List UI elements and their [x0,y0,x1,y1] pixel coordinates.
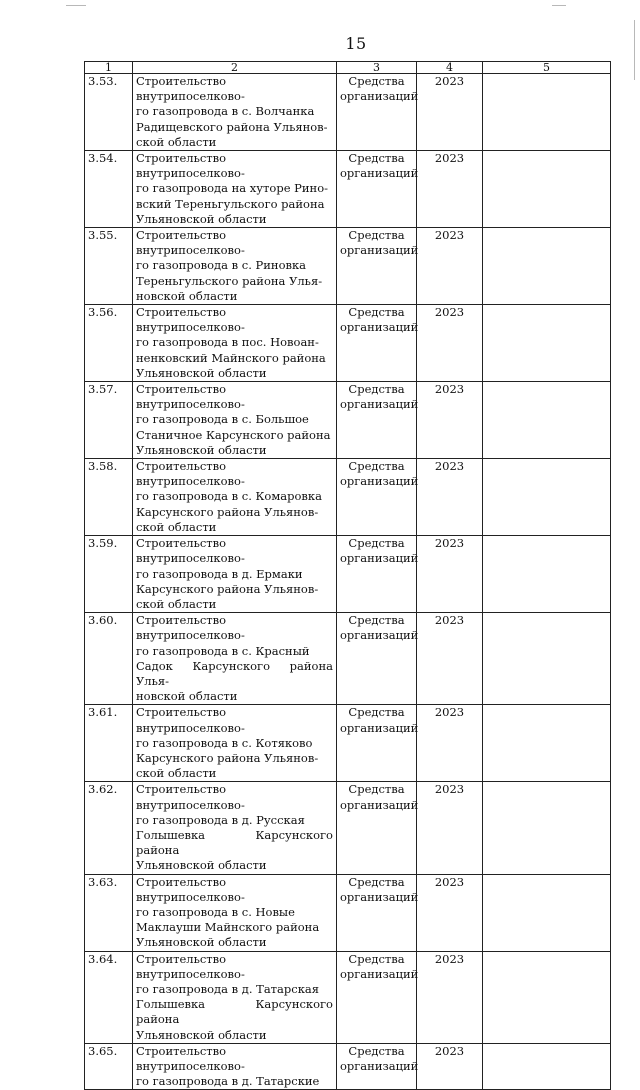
project-name-line: го газопровода в д. Ермаки [136,566,303,581]
note-cell [483,382,611,459]
project-name-line: Строительство внутрипоселково- [136,1043,245,1073]
project-name-line: Ульяновской области [136,442,267,457]
funding-source-line: организаций [340,889,419,904]
table-row [85,782,611,874]
item-number: 3.55. [85,228,133,305]
note-cell [483,305,611,382]
completion-year: 2023 [417,151,483,228]
project-name [133,705,337,782]
project-name-line: Ульяновской области [136,858,267,873]
funding-source [337,382,417,459]
project-name-line: Строительство внутрипоселково- [136,951,245,981]
project-name-line: новской области [136,288,238,303]
project-name [133,151,337,228]
item-number: 3.58. [85,459,133,536]
funding-source-line: Средства [348,951,405,966]
project-name [133,613,337,705]
project-name-line: го газопровода в с. Большое [136,412,309,427]
funding-source [337,782,417,874]
completion-year: 2023 [417,382,483,459]
funding-source-line: Средства [348,151,405,166]
funding-source-line: организаций [340,89,419,104]
funding-source [337,536,417,613]
completion-year: 2023 [417,705,483,782]
project-name [133,228,337,305]
funding-source-line: организаций [340,966,419,981]
project-name [133,459,337,536]
column-header: 2 [133,62,337,74]
funding-source-line: Средства [348,613,405,628]
funding-source-line: организаций [340,243,419,258]
note-cell [483,874,611,951]
scan-mark-top-left [66,5,86,6]
funding-source-line: Средства [348,74,405,88]
funding-source-line: организаций [340,320,419,335]
project-name [133,1043,337,1090]
completion-year: 2023 [417,951,483,1043]
note-cell [483,705,611,782]
project-name [133,74,337,151]
page-number: 15 [345,34,367,53]
funding-source-line: Средства [348,536,405,551]
project-name-line: го газопровода в д. Татарские [136,1074,320,1089]
note-cell [483,782,611,874]
note-cell [483,151,611,228]
column-header: 5 [483,62,611,74]
project-name-line: Тереньгульского района Улья- [136,273,323,288]
project-name-line: ской области [136,766,217,781]
project-name-line: го газопровода на хуторе Рино- [136,181,329,196]
note-cell [483,536,611,613]
column-header: 1 [85,62,133,74]
item-number: 3.63. [85,874,133,951]
project-name-line: го газопровода в с. Комаровка [136,489,322,504]
project-name-line: новской области [136,689,238,704]
item-number: 3.65. [85,1043,133,1090]
funding-source-line: организаций [340,797,419,812]
project-name-line: Строительство внутрипоселково- [136,459,245,489]
project-name-line: ской области [136,134,217,149]
project-name-line: Строительство внутрипоселково- [136,705,245,735]
item-number: 3.53. [85,74,133,151]
project-name [133,782,337,874]
funding-source [337,228,417,305]
item-number: 3.60. [85,613,133,705]
funding-source-line: организаций [340,551,419,566]
note-cell [483,459,611,536]
funding-source-line: организаций [340,166,419,181]
project-name-line: ненковский Майнского района [136,350,326,365]
project-name-line: го газопровода в с. Красный [136,643,310,658]
project-name-line: Ульяновской области [136,211,267,226]
item-number: 3.59. [85,536,133,613]
funding-source [337,1043,417,1090]
completion-year: 2023 [417,74,483,151]
note-cell [483,951,611,1043]
project-name [133,874,337,951]
funding-source [337,459,417,536]
table-row [85,536,611,613]
project-name-line: Строительство внутрипоселково- [136,874,245,904]
plan-table [84,61,611,1090]
project-name-line: Маклауши Майнского района [136,920,320,935]
completion-year: 2023 [417,874,483,951]
note-cell [483,613,611,705]
note-cell [483,74,611,151]
funding-source-line: Средства [348,874,405,889]
project-name-line: Ульяновской области [136,365,267,380]
note-cell [483,1043,611,1090]
funding-source-line: организаций [340,628,419,643]
item-number: 3.54. [85,151,133,228]
project-name-line: Голышевка Карсунского района [136,827,333,858]
table-row [85,1043,611,1090]
table-row [85,151,611,228]
completion-year: 2023 [417,228,483,305]
project-name-line: го газопровода в с. Риновка [136,258,307,273]
item-number: 3.61. [85,705,133,782]
table-row [85,874,611,951]
funding-source [337,151,417,228]
table-row [85,382,611,459]
item-number: 3.62. [85,782,133,874]
project-name-line: Карсунского района Ульянов- [136,581,319,596]
funding-source-line: организаций [340,720,419,735]
table-row [85,305,611,382]
note-cell [483,228,611,305]
completion-year: 2023 [417,1043,483,1090]
project-name-line: вский Тереньгульского района [136,196,325,211]
project-name-line: Карсунского района Ульянов- [136,504,319,519]
project-name-line: Карсунского района Ульянов- [136,750,319,765]
project-name [133,305,337,382]
funding-source-line: Средства [348,782,405,797]
project-name-line: Строительство внутрипоселково- [136,382,245,412]
completion-year: 2023 [417,613,483,705]
completion-year: 2023 [417,305,483,382]
completion-year: 2023 [417,782,483,874]
table-row [85,459,611,536]
project-name-line: Строительство внутрипоселково- [136,74,245,104]
item-number: 3.56. [85,305,133,382]
funding-source [337,705,417,782]
project-name-line: ской области [136,519,217,534]
project-name-line: Ульяновской области [136,935,267,950]
project-name-line: го газопровода в с. Волчанка [136,104,315,119]
funding-source [337,951,417,1043]
funding-source-line: организаций [340,1059,419,1073]
funding-source-line: Средства [348,1043,405,1058]
project-name [133,951,337,1043]
project-name [133,382,337,459]
project-name-line: Станичное Карсунского района [136,427,331,442]
funding-source-line: организаций [340,474,419,489]
project-name-line: го газопровода в с. Котяково [136,735,313,750]
project-name [133,536,337,613]
table-row [85,613,611,705]
funding-source [337,874,417,951]
project-name-line: Строительство внутрипоселково- [136,228,245,258]
project-name-line: Строительство внутрипоселково- [136,536,245,566]
project-name-line: ской области [136,596,217,611]
table-row [85,74,611,151]
item-number: 3.64. [85,951,133,1043]
funding-source-line: Средства [348,382,405,397]
scan-mark-top-right [552,5,566,6]
project-name-line: Голышевка Карсунского района [136,997,333,1027]
funding-source-line: организаций [340,397,419,412]
funding-source-line: Средства [348,305,405,320]
funding-source-line: Средства [348,705,405,720]
table-row [85,228,611,305]
table-header-row [85,62,611,74]
project-name-line: Строительство внутрипоселково- [136,305,245,335]
table-row [85,705,611,782]
project-name-line: Садок Карсунского района Улья- [136,658,333,688]
completion-year: 2023 [417,536,483,613]
funding-source-line: Средства [348,459,405,474]
funding-source [337,305,417,382]
funding-source-line: Средства [348,228,405,243]
column-header: 4 [417,62,483,74]
funding-source [337,74,417,151]
project-name-line: Строительство внутрипоселково- [136,613,245,643]
project-name-line: Строительство внутрипоселково- [136,151,245,181]
funding-source [337,613,417,705]
project-name-line: го газопровода в д. Татарская [136,981,319,996]
table-row [85,951,611,1043]
project-name-line: го газопровода в д. Русская [136,812,305,827]
column-header: 3 [337,62,417,74]
project-name-line: Радищевского района Ульянов- [136,119,328,134]
completion-year: 2023 [417,459,483,536]
project-name-line: Строительство внутрипоселково- [136,782,245,812]
item-number: 3.57. [85,382,133,459]
project-name-line: го газопровода в пос. Новоан- [136,335,319,350]
project-name-line: Ульяновской области [136,1027,267,1042]
project-name-line: го газопровода в с. Новые [136,904,295,919]
